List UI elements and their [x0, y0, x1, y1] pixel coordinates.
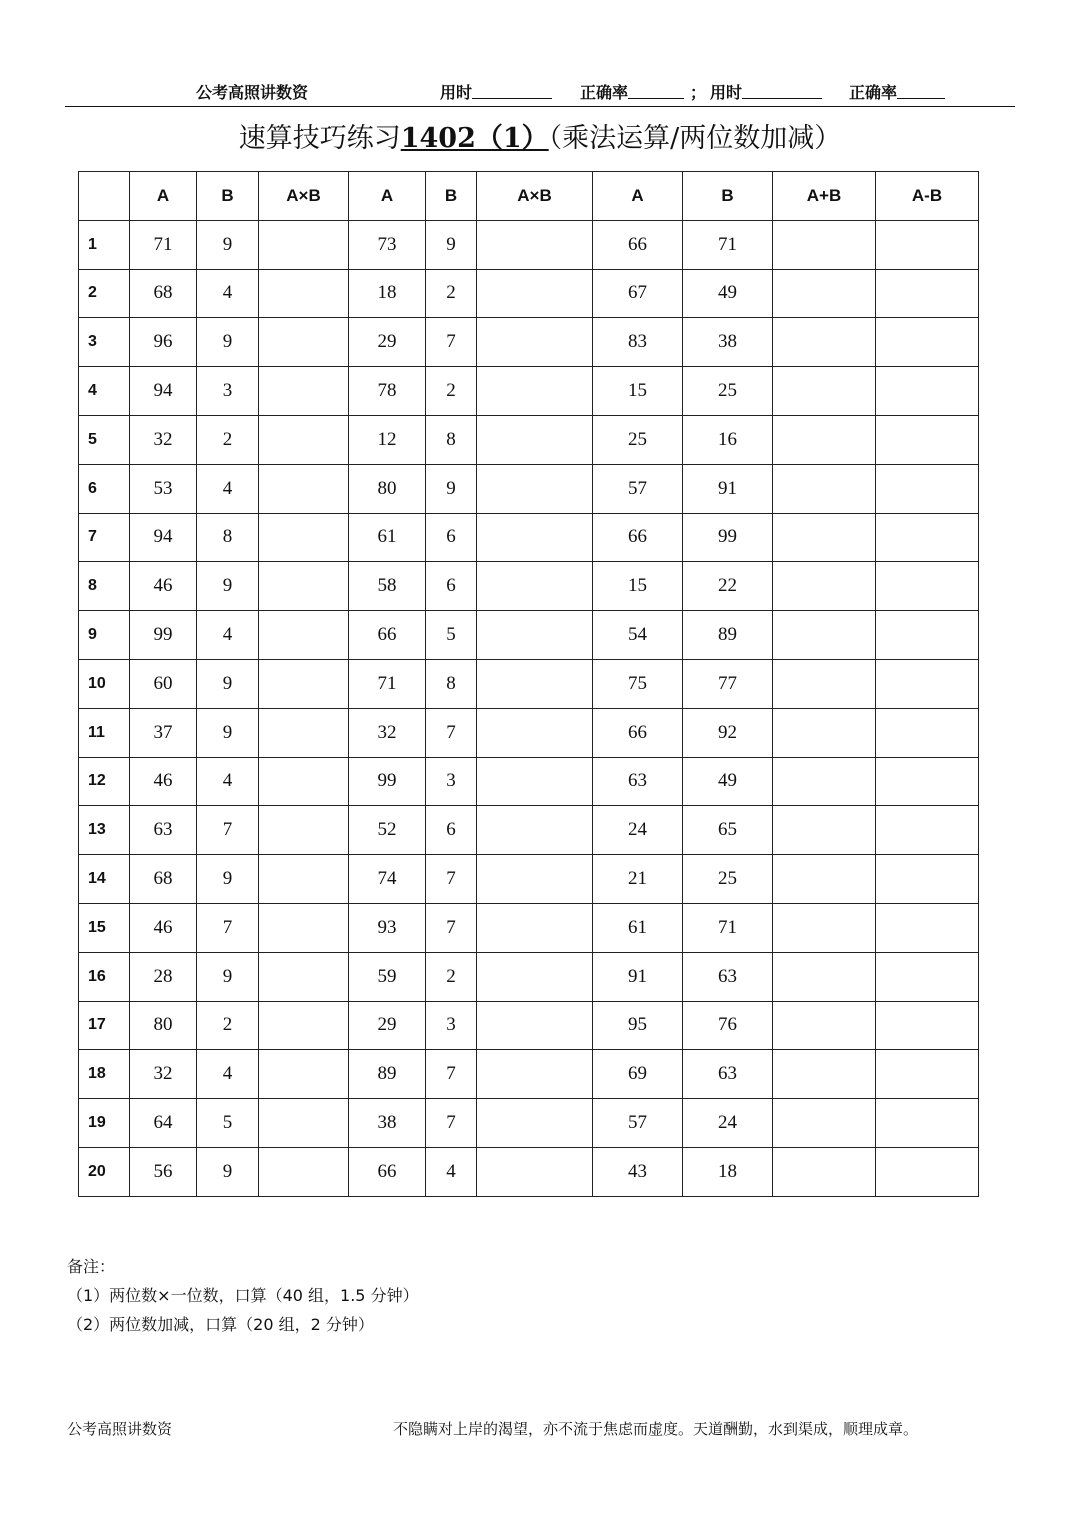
page-title — [0, 116, 1080, 155]
addsub-a-cell: 61 — [593, 903, 683, 952]
mult-answer-cell[interactable] — [259, 513, 349, 562]
mult-b-cell: 9 — [197, 220, 259, 269]
addsub-a-cell: 69 — [593, 1050, 683, 1099]
mult-answer-cell[interactable] — [477, 806, 593, 855]
mult-b-cell: 4 — [197, 269, 259, 318]
table-row — [79, 611, 979, 660]
mult-answer-cell[interactable] — [259, 415, 349, 464]
accuracy-blank-2[interactable] — [897, 82, 945, 99]
mult-answer-cell[interactable] — [259, 855, 349, 904]
notes-heading: 备注： — [67, 1257, 116, 1276]
row-index: 10 — [79, 659, 130, 708]
sum-answer-cell[interactable] — [773, 1147, 876, 1196]
mult-a-cell: 52 — [349, 806, 426, 855]
sum-answer-cell[interactable] — [773, 708, 876, 757]
col-header-difference: A-B — [876, 172, 979, 221]
accuracy-label-1: 正确率 — [580, 83, 629, 102]
sum-answer-cell[interactable] — [773, 513, 876, 562]
difference-answer-cell[interactable] — [876, 562, 979, 611]
row-index: 17 — [79, 1001, 130, 1050]
difference-answer-cell[interactable] — [876, 855, 979, 904]
mult-a-cell: 89 — [349, 1050, 426, 1099]
mult-b-cell: 7 — [426, 708, 477, 757]
difference-answer-cell[interactable] — [876, 611, 979, 660]
addsub-b-cell: 63 — [683, 952, 773, 1001]
mult-a-cell: 96 — [130, 318, 197, 367]
mult-answer-cell[interactable] — [259, 1099, 349, 1148]
mult-answer-cell[interactable] — [259, 220, 349, 269]
mult-answer-cell[interactable] — [259, 659, 349, 708]
table-row — [79, 1147, 979, 1196]
addsub-b-cell: 99 — [683, 513, 773, 562]
mult-answer-cell[interactable] — [477, 415, 593, 464]
row-index: 6 — [79, 464, 130, 513]
mult-b-cell: 9 — [197, 708, 259, 757]
addsub-a-cell: 83 — [593, 318, 683, 367]
mult-a-cell: 63 — [130, 806, 197, 855]
addsub-b-cell: 22 — [683, 562, 773, 611]
sum-answer-cell[interactable] — [773, 855, 876, 904]
mult-b-cell: 6 — [426, 562, 477, 611]
row-index: 3 — [79, 318, 130, 367]
mult-b-cell: 7 — [426, 903, 477, 952]
table-row — [79, 464, 979, 513]
mult-b-cell: 4 — [197, 757, 259, 806]
row-index: 2 — [79, 269, 130, 318]
mult-a-cell: 64 — [130, 1099, 197, 1148]
row-index: 12 — [79, 757, 130, 806]
mult-answer-cell[interactable] — [477, 1147, 593, 1196]
mult-answer-cell[interactable] — [477, 855, 593, 904]
mult-b-cell: 5 — [197, 1099, 259, 1148]
mult-b-cell: 2 — [197, 415, 259, 464]
mult-b-cell: 4 — [197, 1050, 259, 1099]
mult-b-cell: 4 — [426, 1147, 477, 1196]
sum-answer-cell[interactable] — [773, 806, 876, 855]
row-index: 1 — [79, 220, 130, 269]
mult-answer-cell[interactable] — [477, 562, 593, 611]
addsub-b-cell: 24 — [683, 1099, 773, 1148]
sum-answer-cell[interactable] — [773, 1001, 876, 1050]
addsub-a-cell: 15 — [593, 367, 683, 416]
table-row — [79, 903, 979, 952]
mult-b-cell: 2 — [426, 952, 477, 1001]
row-index: 9 — [79, 611, 130, 660]
mult-b-cell: 9 — [197, 952, 259, 1001]
sum-answer-cell[interactable] — [773, 903, 876, 952]
row-index: 8 — [79, 562, 130, 611]
table-row — [79, 1001, 979, 1050]
col-header-product2: A×B — [477, 172, 593, 221]
addsub-b-cell: 63 — [683, 1050, 773, 1099]
sum-answer-cell[interactable] — [773, 1050, 876, 1099]
row-index: 15 — [79, 903, 130, 952]
table-row — [79, 367, 979, 416]
time-label-2: 用时 — [710, 83, 743, 102]
sum-answer-cell[interactable] — [773, 562, 876, 611]
col-header-b1: B — [197, 172, 259, 221]
notes-line-2: （2）两位数加减，口算（20 组，2 分钟） — [67, 1315, 374, 1334]
mult-answer-cell[interactable] — [477, 269, 593, 318]
mult-b-cell: 8 — [426, 415, 477, 464]
sum-answer-cell[interactable] — [773, 464, 876, 513]
mult-a-cell: 99 — [349, 757, 426, 806]
mult-a-cell: 29 — [349, 1001, 426, 1050]
addsub-a-cell: 95 — [593, 1001, 683, 1050]
addsub-b-cell: 25 — [683, 855, 773, 904]
sum-answer-cell[interactable] — [773, 415, 876, 464]
mult-a-cell: 32 — [130, 1050, 197, 1099]
time-label-1: 用时 — [440, 83, 473, 102]
mult-b-cell: 7 — [426, 318, 477, 367]
exercise-table — [78, 171, 979, 1197]
col-header-a2: A — [349, 172, 426, 221]
mult-a-cell: 68 — [130, 855, 197, 904]
table-row — [79, 1050, 979, 1099]
row-index: 14 — [79, 855, 130, 904]
mult-answer-cell[interactable] — [259, 1050, 349, 1099]
table-row — [79, 806, 979, 855]
mult-answer-cell[interactable] — [259, 562, 349, 611]
col-header-b2: B — [426, 172, 477, 221]
row-index: 13 — [79, 806, 130, 855]
addsub-a-cell: 57 — [593, 1099, 683, 1148]
mult-answer-cell[interactable] — [259, 611, 349, 660]
mult-b-cell: 3 — [197, 367, 259, 416]
sum-answer-cell[interactable] — [773, 318, 876, 367]
mult-b-cell: 9 — [197, 855, 259, 904]
addsub-b-cell: 71 — [683, 220, 773, 269]
addsub-b-cell: 77 — [683, 659, 773, 708]
table-row — [79, 757, 979, 806]
mult-b-cell: 7 — [426, 1050, 477, 1099]
header-separator: ； — [690, 83, 707, 102]
mult-a-cell: 68 — [130, 269, 197, 318]
mult-b-cell: 9 — [426, 220, 477, 269]
mult-answer-cell[interactable] — [477, 1099, 593, 1148]
difference-answer-cell[interactable] — [876, 903, 979, 952]
mult-a-cell: 60 — [130, 659, 197, 708]
mult-answer-cell[interactable] — [477, 611, 593, 660]
addsub-b-cell: 25 — [683, 367, 773, 416]
table-row — [79, 952, 979, 1001]
row-index: 11 — [79, 708, 130, 757]
accuracy-field-2 — [849, 80, 897, 103]
mult-answer-cell[interactable] — [477, 708, 593, 757]
col-header-b3: B — [683, 172, 773, 221]
mult-answer-cell[interactable] — [259, 757, 349, 806]
title-prefix: 速算技巧练习 — [238, 123, 401, 154]
accuracy-label-2: 正确率 — [849, 83, 898, 102]
table-row — [79, 318, 979, 367]
sum-answer-cell[interactable] — [773, 367, 876, 416]
table-row — [79, 220, 979, 269]
table-row — [79, 708, 979, 757]
addsub-a-cell: 24 — [593, 806, 683, 855]
addsub-b-cell: 92 — [683, 708, 773, 757]
mult-answer-cell[interactable] — [477, 659, 593, 708]
col-header-a1: A — [130, 172, 197, 221]
col-header-a3: A — [593, 172, 683, 221]
mult-b-cell: 9 — [197, 318, 259, 367]
mult-a-cell: 80 — [130, 1001, 197, 1050]
accuracy-blank-1[interactable] — [628, 82, 684, 99]
difference-answer-cell[interactable] — [876, 464, 979, 513]
mult-a-cell: 59 — [349, 952, 426, 1001]
mult-b-cell: 4 — [197, 611, 259, 660]
table-body — [79, 220, 979, 1196]
table-header-row — [79, 172, 979, 221]
row-index: 5 — [79, 415, 130, 464]
mult-b-cell: 9 — [426, 464, 477, 513]
mult-a-cell: 66 — [349, 1147, 426, 1196]
difference-answer-cell[interactable] — [876, 1147, 979, 1196]
addsub-b-cell: 18 — [683, 1147, 773, 1196]
row-index: 7 — [79, 513, 130, 562]
title-suffix: （乘法运算/两位数加减） — [548, 123, 842, 154]
mult-b-cell: 6 — [426, 806, 477, 855]
mult-a-cell: 37 — [130, 708, 197, 757]
difference-answer-cell[interactable] — [876, 269, 979, 318]
mult-answer-cell[interactable] — [259, 269, 349, 318]
mult-b-cell: 7 — [197, 903, 259, 952]
difference-answer-cell[interactable] — [876, 415, 979, 464]
mult-answer-cell[interactable] — [259, 367, 349, 416]
addsub-b-cell: 71 — [683, 903, 773, 952]
table-row — [79, 855, 979, 904]
mult-a-cell: 12 — [349, 415, 426, 464]
mult-answer-cell[interactable] — [259, 806, 349, 855]
mult-a-cell: 93 — [349, 903, 426, 952]
row-index: 20 — [79, 1147, 130, 1196]
mult-answer-cell[interactable] — [259, 464, 349, 513]
row-index: 19 — [79, 1099, 130, 1148]
difference-answer-cell[interactable] — [876, 318, 979, 367]
mult-b-cell: 5 — [426, 611, 477, 660]
mult-b-cell: 3 — [426, 757, 477, 806]
sum-answer-cell[interactable] — [773, 269, 876, 318]
table-row — [79, 562, 979, 611]
mult-a-cell: 46 — [130, 562, 197, 611]
mult-b-cell: 2 — [426, 367, 477, 416]
sum-answer-cell[interactable] — [773, 952, 876, 1001]
mult-a-cell: 46 — [130, 903, 197, 952]
mult-a-cell: 53 — [130, 464, 197, 513]
mult-b-cell: 7 — [426, 855, 477, 904]
mult-a-cell: 58 — [349, 562, 426, 611]
addsub-b-cell: 89 — [683, 611, 773, 660]
header-divider — [65, 106, 1015, 107]
addsub-a-cell: 66 — [593, 708, 683, 757]
table-row — [79, 659, 979, 708]
mult-a-cell: 71 — [349, 659, 426, 708]
mult-a-cell: 46 — [130, 757, 197, 806]
mult-a-cell: 61 — [349, 513, 426, 562]
difference-answer-cell[interactable] — [876, 367, 979, 416]
mult-a-cell: 80 — [349, 464, 426, 513]
mult-answer-cell[interactable] — [477, 1001, 593, 1050]
footer-brand: 公考高照讲数资 — [67, 1420, 173, 1438]
time-field-2 — [710, 80, 742, 103]
mult-answer-cell[interactable] — [477, 318, 593, 367]
col-header-index — [79, 172, 130, 221]
mult-a-cell: 74 — [349, 855, 426, 904]
page-header — [0, 78, 1080, 106]
difference-answer-cell[interactable] — [876, 757, 979, 806]
addsub-b-cell: 16 — [683, 415, 773, 464]
mult-b-cell: 8 — [426, 659, 477, 708]
difference-answer-cell[interactable] — [876, 1099, 979, 1148]
mult-a-cell: 29 — [349, 318, 426, 367]
mult-a-cell: 71 — [130, 220, 197, 269]
difference-answer-cell[interactable] — [876, 220, 979, 269]
mult-answer-cell[interactable] — [477, 464, 593, 513]
addsub-b-cell: 49 — [683, 757, 773, 806]
table-row — [79, 415, 979, 464]
sum-answer-cell[interactable] — [773, 220, 876, 269]
sum-answer-cell[interactable] — [773, 757, 876, 806]
mult-answer-cell[interactable] — [477, 220, 593, 269]
addsub-a-cell: 75 — [593, 659, 683, 708]
mult-a-cell: 18 — [349, 269, 426, 318]
sum-answer-cell[interactable] — [773, 611, 876, 660]
difference-answer-cell[interactable] — [876, 1050, 979, 1099]
mult-b-cell: 3 — [426, 1001, 477, 1050]
mult-answer-cell[interactable] — [259, 903, 349, 952]
row-index: 16 — [79, 952, 130, 1001]
addsub-a-cell: 66 — [593, 220, 683, 269]
mult-b-cell: 2 — [197, 1001, 259, 1050]
addsub-a-cell: 67 — [593, 269, 683, 318]
addsub-b-cell: 91 — [683, 464, 773, 513]
row-index: 4 — [79, 367, 130, 416]
time-blank-1[interactable] — [472, 82, 552, 99]
accuracy-field-1 — [580, 80, 628, 103]
time-field-1 — [440, 80, 472, 103]
addsub-a-cell: 91 — [593, 952, 683, 1001]
difference-answer-cell[interactable] — [876, 806, 979, 855]
notes-line-1: （1）两位数×一位数，口算（40 组，1.5 分钟） — [67, 1286, 419, 1305]
mult-b-cell: 7 — [426, 1099, 477, 1148]
mult-a-cell: 32 — [349, 708, 426, 757]
difference-answer-cell[interactable] — [876, 513, 979, 562]
header-brand: 公考高照讲数资 — [196, 83, 309, 102]
mult-b-cell: 9 — [197, 1147, 259, 1196]
addsub-b-cell: 65 — [683, 806, 773, 855]
difference-answer-cell[interactable] — [876, 659, 979, 708]
time-blank-2[interactable] — [742, 82, 822, 99]
mult-answer-cell[interactable] — [477, 367, 593, 416]
mult-answer-cell[interactable] — [477, 757, 593, 806]
addsub-b-cell: 76 — [683, 1001, 773, 1050]
mult-b-cell: 4 — [197, 464, 259, 513]
mult-a-cell: 99 — [130, 611, 197, 660]
mult-a-cell: 94 — [130, 367, 197, 416]
mult-answer-cell[interactable] — [259, 708, 349, 757]
mult-b-cell: 9 — [197, 562, 259, 611]
mult-a-cell: 66 — [349, 611, 426, 660]
mult-b-cell: 7 — [197, 806, 259, 855]
table-row — [79, 1099, 979, 1148]
notes — [67, 1252, 419, 1339]
addsub-a-cell: 57 — [593, 464, 683, 513]
addsub-b-cell: 49 — [683, 269, 773, 318]
mult-a-cell: 28 — [130, 952, 197, 1001]
mult-b-cell: 9 — [197, 659, 259, 708]
addsub-a-cell: 66 — [593, 513, 683, 562]
mult-a-cell: 56 — [130, 1147, 197, 1196]
mult-a-cell: 73 — [349, 220, 426, 269]
mult-a-cell: 94 — [130, 513, 197, 562]
addsub-b-cell: 38 — [683, 318, 773, 367]
mult-answer-cell[interactable] — [477, 903, 593, 952]
col-header-product1: A×B — [259, 172, 349, 221]
mult-answer-cell[interactable] — [477, 513, 593, 562]
mult-answer-cell[interactable] — [259, 952, 349, 1001]
title-code: 1402（1） — [400, 123, 549, 154]
mult-answer-cell[interactable] — [477, 1050, 593, 1099]
footer-motto: 不隐瞒对上岸的渴望，亦不流于焦虑而虚度。天道酬勤，水到渠成，顺理成章。 — [393, 1420, 919, 1438]
mult-b-cell: 2 — [426, 269, 477, 318]
addsub-a-cell: 25 — [593, 415, 683, 464]
sum-answer-cell[interactable] — [773, 1099, 876, 1148]
mult-answer-cell[interactable] — [259, 1001, 349, 1050]
row-index: 18 — [79, 1050, 130, 1099]
mult-b-cell: 6 — [426, 513, 477, 562]
mult-b-cell: 8 — [197, 513, 259, 562]
addsub-a-cell: 43 — [593, 1147, 683, 1196]
table-row — [79, 513, 979, 562]
difference-answer-cell[interactable] — [876, 1001, 979, 1050]
addsub-a-cell: 63 — [593, 757, 683, 806]
table-row — [79, 269, 979, 318]
mult-a-cell: 32 — [130, 415, 197, 464]
mult-a-cell: 38 — [349, 1099, 426, 1148]
addsub-a-cell: 54 — [593, 611, 683, 660]
difference-answer-cell[interactable] — [876, 952, 979, 1001]
addsub-a-cell: 21 — [593, 855, 683, 904]
mult-answer-cell[interactable] — [477, 952, 593, 1001]
mult-a-cell: 78 — [349, 367, 426, 416]
col-header-sum: A+B — [773, 172, 876, 221]
addsub-a-cell: 15 — [593, 562, 683, 611]
difference-answer-cell[interactable] — [876, 708, 979, 757]
mult-answer-cell[interactable] — [259, 318, 349, 367]
sum-answer-cell[interactable] — [773, 659, 876, 708]
mult-answer-cell[interactable] — [259, 1147, 349, 1196]
